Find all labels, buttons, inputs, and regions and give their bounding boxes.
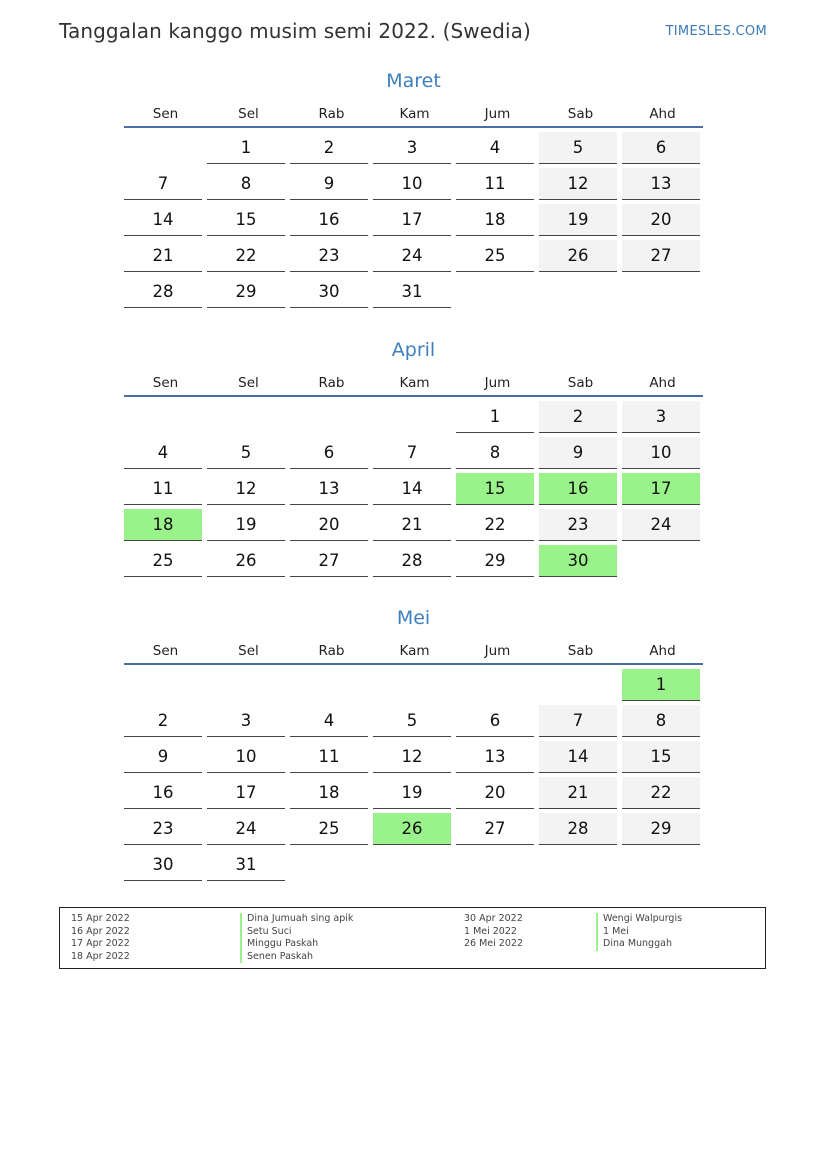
month-title: Maret [386,70,441,92]
holiday-legend [59,907,766,969]
month-march [124,68,703,312]
day-cell: 21 [124,240,202,272]
week-row [124,204,703,240]
day-cell: 15 [622,741,700,773]
day-cell: 30 [124,849,202,881]
empty-day-cell [124,401,202,433]
day-cell: 22 [622,777,700,809]
day-cell: 18 [124,509,202,541]
day-cell: 17 [207,777,285,809]
day-cell: 8 [207,168,285,200]
empty-day-cell [456,276,534,308]
weekday-label: Sel [238,643,259,659]
empty-day-cell [622,545,700,577]
week-row [124,168,703,204]
day-cell: 8 [456,437,534,469]
day-cell: 3 [207,705,285,737]
day-cell: 10 [207,741,285,773]
day-cell: 26 [539,240,617,272]
weekday-label: Sel [238,106,259,122]
day-cell: 9 [539,437,617,469]
day-cell: 29 [207,276,285,308]
month-april [124,337,703,581]
day-cell: 24 [207,813,285,845]
day-cell: 19 [207,509,285,541]
weekday-label: Sab [567,375,594,391]
day-cell: 14 [373,473,451,505]
header-divider [124,663,703,665]
page-title: Tanggalan kanggo musim semi 2022. (Swedia) [59,19,531,43]
day-cell: 11 [124,473,202,505]
week-row [124,509,703,545]
day-cell: 13 [622,168,700,200]
legend-date: 16 Apr 2022 [71,925,130,937]
day-cell: 7 [539,705,617,737]
brand-link[interactable]: TIMESLES.COM [665,24,767,39]
weekday-label: Rab [318,643,345,659]
weeks-grid [124,401,703,581]
day-cell: 25 [290,813,368,845]
legend-holiday-name: Senen Paskah [240,951,353,964]
day-cell: 5 [207,437,285,469]
legend-holiday-name: Dina Munggah [596,938,682,951]
empty-day-cell [539,276,617,308]
legend-holiday-name: Setu Suci [240,926,353,939]
day-cell: 22 [207,240,285,272]
weekday-label: Jum [484,643,511,659]
day-cell: 21 [373,509,451,541]
day-cell: 4 [456,132,534,164]
day-cell: 9 [290,168,368,200]
weekday-label: Sel [238,375,259,391]
week-row [124,849,703,885]
legend-dates-col2 [464,913,523,951]
day-cell: 31 [207,849,285,881]
legend-date: 30 Apr 2022 [464,913,523,924]
day-cell: 26 [207,545,285,577]
day-cell: 20 [622,204,700,236]
day-cell: 18 [456,204,534,236]
day-cell: 6 [622,132,700,164]
weekday-header-row [124,371,703,395]
day-cell: 24 [373,240,451,272]
day-cell: 14 [539,741,617,773]
day-cell: 16 [539,473,617,505]
day-cell: 31 [373,276,451,308]
day-cell: 21 [539,777,617,809]
day-cell: 15 [207,204,285,236]
day-cell: 13 [290,473,368,505]
day-cell: 7 [373,437,451,469]
day-cell: 8 [622,705,700,737]
day-cell: 1 [622,669,700,701]
week-row [124,401,703,437]
empty-day-cell [539,849,617,881]
week-row [124,545,703,581]
day-cell: 4 [290,705,368,737]
weekday-label: Sen [152,643,179,659]
header-divider [124,395,703,397]
empty-day-cell [373,849,451,881]
week-row [124,669,703,705]
month-title: Mei [396,607,431,629]
empty-day-cell [290,669,368,701]
day-cell: 30 [539,545,617,577]
week-row [124,132,703,168]
legend-dates-col1 [71,913,130,963]
day-cell: 18 [290,777,368,809]
day-cell: 20 [456,777,534,809]
day-cell: 6 [456,705,534,737]
weekday-label: Sen [152,106,179,122]
day-cell: 14 [124,204,202,236]
day-cell: 10 [622,437,700,469]
weekday-label: Jum [484,375,511,391]
weekday-label: Rab [318,375,345,391]
week-row [124,813,703,849]
day-cell: 3 [622,401,700,433]
weekday-label: Sab [567,106,594,122]
day-cell: 27 [290,545,368,577]
day-cell: 23 [539,509,617,541]
empty-day-cell [539,669,617,701]
empty-day-cell [124,132,202,164]
day-cell: 28 [373,545,451,577]
legend-date: 17 Apr 2022 [71,938,130,949]
day-cell: 5 [539,132,617,164]
day-cell: 23 [124,813,202,845]
week-row [124,276,703,312]
day-cell: 27 [622,240,700,272]
day-cell: 28 [539,813,617,845]
day-cell: 17 [622,473,700,505]
weekday-label: Sab [567,643,594,659]
day-cell: 25 [456,240,534,272]
empty-day-cell [373,669,451,701]
legend-date: 1 Mei 2022 [464,925,517,937]
empty-day-cell [373,401,451,433]
weeks-grid [124,669,703,885]
legend-holiday-name: Wengi Walpurgis [596,913,682,926]
day-cell: 29 [622,813,700,845]
day-cell: 7 [124,168,202,200]
empty-day-cell [207,401,285,433]
day-cell: 30 [290,276,368,308]
legend-names-col2 [596,913,682,951]
legend-date: 15 Apr 2022 [71,913,130,924]
empty-day-cell [622,849,700,881]
day-cell: 16 [124,777,202,809]
day-cell: 9 [124,741,202,773]
week-row [124,240,703,276]
day-cell: 15 [456,473,534,505]
legend-date: 18 Apr 2022 [71,950,130,962]
day-cell: 2 [124,705,202,737]
weekday-label: Rab [318,106,345,122]
weekday-label: Kam [399,375,430,391]
day-cell: 27 [456,813,534,845]
weekday-label: Kam [399,643,430,659]
weekday-header-row [124,639,703,663]
day-cell: 28 [124,276,202,308]
weeks-grid [124,132,703,312]
day-cell: 22 [456,509,534,541]
weekday-label: Kam [399,106,430,122]
empty-day-cell [290,849,368,881]
legend-date: 26 Mei 2022 [464,938,523,949]
empty-day-cell [290,401,368,433]
day-cell: 16 [290,204,368,236]
day-cell: 25 [124,545,202,577]
day-cell: 11 [456,168,534,200]
day-cell: 26 [373,813,451,845]
day-cell: 19 [373,777,451,809]
weekday-header-row [124,102,703,126]
week-row [124,705,703,741]
weekday-label: Sen [152,375,179,391]
day-cell: 29 [456,545,534,577]
week-row [124,777,703,813]
legend-holiday-name: Dina Jumuah sing apik [240,913,353,926]
weekday-label: Ahd [649,375,676,391]
day-cell: 19 [539,204,617,236]
week-row [124,437,703,473]
month-title: April [391,339,436,361]
empty-day-cell [456,849,534,881]
day-cell: 2 [539,401,617,433]
week-row [124,741,703,777]
day-cell: 23 [290,240,368,272]
day-cell: 2 [290,132,368,164]
empty-day-cell [456,669,534,701]
day-cell: 13 [456,741,534,773]
legend-holiday-name: Minggu Paskah [240,938,353,951]
day-cell: 3 [373,132,451,164]
day-cell: 12 [373,741,451,773]
day-cell: 11 [290,741,368,773]
legend-holiday-name: 1 Mei [596,926,682,939]
day-cell: 20 [290,509,368,541]
week-row [124,473,703,509]
day-cell: 1 [456,401,534,433]
empty-day-cell [124,669,202,701]
day-cell: 10 [373,168,451,200]
day-cell: 4 [124,437,202,469]
empty-day-cell [207,669,285,701]
day-cell: 12 [207,473,285,505]
header-divider [124,126,703,128]
day-cell: 24 [622,509,700,541]
day-cell: 17 [373,204,451,236]
weekday-label: Ahd [649,643,676,659]
legend-names-col1 [240,913,353,963]
day-cell: 1 [207,132,285,164]
day-cell: 6 [290,437,368,469]
day-cell: 12 [539,168,617,200]
month-may [124,605,703,885]
day-cell: 5 [373,705,451,737]
weekday-label: Ahd [649,106,676,122]
weekday-label: Jum [484,106,511,122]
empty-day-cell [622,276,700,308]
